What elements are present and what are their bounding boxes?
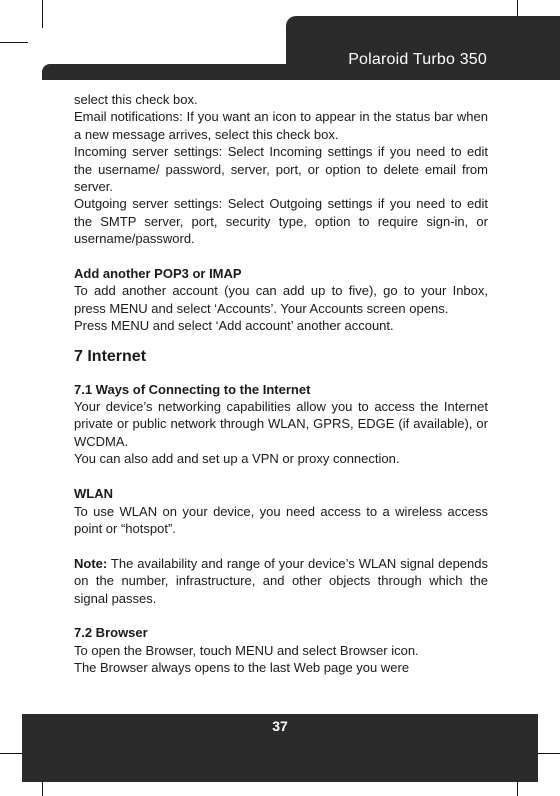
- paragraph: To open the Browser, touch MENU and select Browser icon.: [74, 642, 419, 658]
- paragraph: Press MENU and select ‘Add account’ another account.: [74, 318, 394, 334]
- note-text: The availability and range of your device’s WLAN signal depends on the number, infrastructure, and other objects through which the signal passes.: [74, 555, 488, 606]
- note-paragraph: [74, 555, 488, 607]
- section-heading: Add another POP3 or IMAP: [74, 266, 242, 282]
- header-title: Polaroid Turbo 350: [348, 51, 487, 68]
- paragraph: Your device’s networking capabilities allow you to access the Internet private or public network through WLAN, GPRS, EDGE (if available), or WCDMA.: [74, 399, 488, 449]
- paragraph: The Browser always opens to the last Web page you were: [74, 660, 410, 676]
- crop-mark: [0, 42, 28, 43]
- section-heading: 7.1 Ways of Connecting to the Internet: [74, 381, 311, 397]
- paragraph: To add another account (you can add up to five), go to your Inbox, press MENU and select ‘Accounts’. Your Accounts screen opens.: [74, 283, 488, 316]
- crop-mark: [42, 0, 43, 28]
- section-heading: WLAN: [74, 486, 113, 502]
- note-label: Note:: [74, 555, 108, 571]
- paragraph: select this check box.: [74, 92, 198, 107]
- paragraph: Incoming server settings: Select Incoming settings if you need to edit the username/ password, server, port, or option to delete email from server.: [74, 144, 488, 195]
- page-number: 37: [272, 718, 288, 734]
- paragraph: Email notifications: If you want an icon to appear in the status bar when a new message arrives, select this check box.: [74, 109, 488, 142]
- paragraph: Outgoing server settings: Select Outgoing settings if you need to edit the SMTP server, port, security type, option to require sign-in, or username/password.: [74, 196, 488, 247]
- section-heading: 7.2 Browser: [74, 625, 148, 641]
- page-content: [74, 91, 488, 677]
- paragraph: To use WLAN on your device, you need access to a wireless access point or “hotspot”.: [74, 503, 488, 536]
- chapter-heading: 7 Internet: [74, 347, 147, 365]
- paragraph: You can also add and set up a VPN or proxy connection.: [74, 451, 400, 467]
